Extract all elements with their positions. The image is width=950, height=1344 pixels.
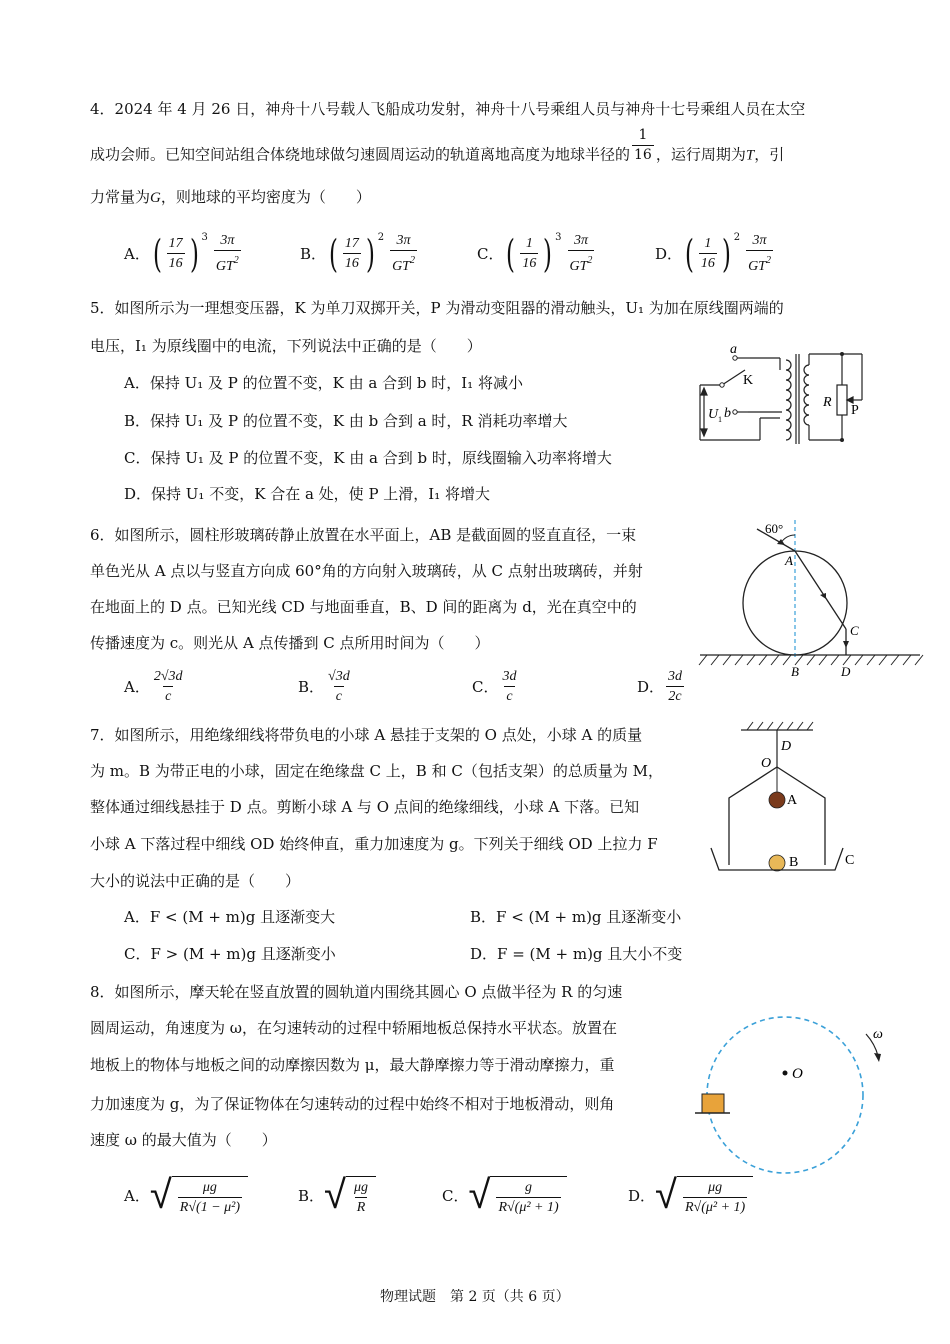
q7-line-2: 为 m。B 为带正电的小球，固定在绝缘盘 C 上，B 和 C（包括支架）的总质量为 M， xyxy=(90,762,663,780)
q5-option-a[interactable]: A．保持 U₁ 及 P 的位置不变，K 由 a 合到 b 时，I₁ 将减小 xyxy=(124,374,523,392)
omega-num: μg xyxy=(353,1180,369,1195)
q4-option-label: B． xyxy=(300,245,327,263)
q8-line-4: 力加速度为 g，为了保证物体在匀速转动的过程中始终不相对于地板滑动，则角 xyxy=(90,1095,615,1113)
left-paren: ( xyxy=(328,231,338,276)
radical xyxy=(324,1172,376,1218)
base-num: 1 xyxy=(525,236,533,251)
radical-sign-icon: √ xyxy=(655,1172,677,1218)
label-D: D xyxy=(781,739,792,754)
q8-line-1: 8．如图所示，摩天轮在竖直放置的圆轨道内围绕其圆心 O 点做半径为 R 的匀速 xyxy=(90,983,623,1001)
q4-option-label: A． xyxy=(124,245,150,263)
density-den-base: GT xyxy=(215,259,234,274)
radical-content xyxy=(172,1176,248,1218)
cabin-block xyxy=(702,1094,724,1113)
q5-option-d[interactable]: D．保持 U₁ 不变，K 合在 a 处，使 P 上滑，I₁ 将增大 xyxy=(124,485,491,503)
q8-line-2: 圆周运动，角速度为 ω，在匀速转动的过程中轿厢地板总保持水平状态。放置在 xyxy=(90,1019,618,1037)
q6-line-3: 在地面上的 D 点。已知光线 CD 与地面垂直，B、D 间的距离为 d，光在真空中的 xyxy=(90,598,637,616)
q4-line-2 xyxy=(90,127,785,164)
density-den xyxy=(568,250,595,275)
q6-line-1: 6．如图所示，圆柱形玻璃砖静止放置在水平面上，AB 是截面圆的竖直直径，一束 xyxy=(90,526,637,544)
q7-option-b[interactable]: B．F < (M + m)g 且逐渐变小 xyxy=(470,908,682,926)
q8-option-label: A． xyxy=(124,1186,150,1205)
radical-sign-icon: √ xyxy=(468,1172,491,1218)
density-fraction xyxy=(568,232,595,275)
radical xyxy=(468,1172,566,1218)
density-num: 3π xyxy=(752,233,767,248)
base-den: 16 xyxy=(167,253,185,272)
radical-content xyxy=(677,1176,753,1218)
page-footer: 物理试题 第 2 页（共 6 页） xyxy=(380,1289,570,1305)
q6-option-label: B． xyxy=(298,678,325,696)
base-den: 16 xyxy=(520,253,538,272)
omega-num: μg xyxy=(708,1180,723,1195)
q4-line-2b: ，运行周期为 xyxy=(655,145,746,164)
density-num: 3π xyxy=(396,233,411,248)
time-den: 2c xyxy=(666,686,683,705)
q4-line-3b: ，则地球的平均密度为（ ） xyxy=(160,188,371,206)
q7-line-3: 整体通过细线悬挂于 D 点。剪断小球 A 与 O 点间的绝缘细线，小球 A 下落。已知 xyxy=(90,798,640,816)
density-fraction xyxy=(390,232,417,275)
exponent: 2 xyxy=(733,232,741,243)
left-paren: ( xyxy=(152,231,162,276)
time-num: 3d xyxy=(502,669,517,684)
q8-line-5: 速度 ω 的最大值为（ ） xyxy=(90,1131,277,1149)
density-den-base: GT xyxy=(392,259,410,274)
orbit-circle xyxy=(707,1017,863,1173)
q4-line-2a: 成功会师。已知空间站组合体绕地球做匀速圆周运动的轨道离地高度为地球半径的 xyxy=(90,145,631,164)
q8-option-a[interactable] xyxy=(124,1172,248,1218)
label-O: O xyxy=(792,1066,803,1082)
left-paren: ( xyxy=(684,231,694,276)
q5-option-c[interactable]: C．保持 U₁ 及 P 的位置不变，K 由 a 合到 b 时，原线圈输入功率将增大 xyxy=(124,449,612,467)
suspended-frame-diagram xyxy=(705,720,865,880)
q6-option-d[interactable] xyxy=(637,668,686,705)
density-fraction xyxy=(214,232,241,275)
radical xyxy=(150,1172,248,1218)
time-num: 3d xyxy=(668,669,683,684)
right-paren: ) xyxy=(543,231,553,276)
q4-line-3a: 力常量为 xyxy=(90,188,151,206)
omega-fraction xyxy=(352,1179,370,1216)
label-A: A xyxy=(787,793,798,808)
base-fraction xyxy=(343,235,361,272)
q4-G: G xyxy=(150,190,161,206)
center-point xyxy=(783,1071,788,1076)
q7-option-c[interactable]: C．F > (M + m)g 且逐渐变小 xyxy=(124,945,336,963)
q5-line-1: 5．如图所示为一理想变压器，K 为单刀双掷开关，P 为滑动变阻器的滑动触头，U₁ 为加在原线圈两端的 xyxy=(90,299,784,317)
density-den xyxy=(390,250,417,275)
q6-option-label: A． xyxy=(124,678,150,696)
label-A: A xyxy=(785,553,793,568)
q6-line-4: 传播速度为 c。则光从 A 点传播到 C 点所用时间为（ ） xyxy=(90,634,490,652)
omega-den: R√(μ² + 1) xyxy=(496,1197,560,1216)
q7-line-4: 小球 A 下落过程中细线 OD 始终伸直，重力加速度为 g。下列关于细线 OD 上拉力 F xyxy=(90,835,658,853)
right-paren: ) xyxy=(189,231,199,276)
base-fraction xyxy=(520,235,538,272)
label-a: a xyxy=(730,342,737,357)
radical-content xyxy=(346,1176,376,1218)
density-den-exp: 2 xyxy=(587,255,593,266)
base-num: 1 xyxy=(704,236,712,251)
time-fraction xyxy=(152,668,185,705)
label-omega: ω xyxy=(873,1027,883,1042)
label-U1-sub: 1 xyxy=(718,415,722,424)
base-fraction xyxy=(167,235,185,272)
q4-option-c[interactable] xyxy=(477,232,596,275)
q6-option-label: D． xyxy=(637,678,665,696)
omega-fraction xyxy=(683,1179,747,1216)
q4-line-3 xyxy=(90,190,371,206)
density-fraction xyxy=(746,232,773,275)
q4-option-d[interactable] xyxy=(655,232,775,275)
density-den-exp: 2 xyxy=(233,255,239,266)
q4-option-b[interactable] xyxy=(300,232,419,275)
omega-fraction xyxy=(178,1179,242,1216)
label-O: O xyxy=(761,756,772,771)
time-den: c xyxy=(504,686,514,705)
q6-option-a[interactable] xyxy=(124,668,187,705)
ferris-wheel-diagram xyxy=(690,1010,890,1180)
density-den-exp: 2 xyxy=(765,255,771,266)
base-fraction xyxy=(699,235,717,272)
base-den: 16 xyxy=(699,253,717,272)
base-den: 16 xyxy=(343,253,361,272)
time-den: c xyxy=(334,686,344,705)
base-num: 17 xyxy=(344,236,359,251)
right-paren: ) xyxy=(365,231,375,276)
q8-option-c[interactable] xyxy=(442,1172,567,1218)
density-den-base: GT xyxy=(748,259,766,274)
exponent: 3 xyxy=(555,232,562,243)
q7-line-5: 大小的说法中正确的是（ ） xyxy=(90,872,301,890)
q5-line-2: 电压，I₁ 为原线圈中的电流，下列说法中正确的是（ ） xyxy=(90,337,482,355)
label-P: P xyxy=(851,403,859,418)
label-D: D xyxy=(841,664,851,679)
time-fraction xyxy=(326,668,352,705)
q7-option-d[interactable]: D．F = (M + m)g 且大小不变 xyxy=(470,945,683,963)
omega-den: R√(1 − μ²) xyxy=(178,1197,242,1216)
label-U1: U xyxy=(708,407,719,422)
density-num: 3π xyxy=(573,233,588,248)
base-num: 17 xyxy=(168,236,183,251)
label-C: C xyxy=(850,623,859,638)
density-den xyxy=(214,250,241,275)
time-num: 2√3d xyxy=(153,669,183,684)
left-paren: ( xyxy=(506,231,516,276)
q4-option-label: D． xyxy=(655,245,683,263)
radical-sign-icon: √ xyxy=(324,1172,346,1218)
q7-option-a[interactable]: A．F < (M + m)g 且逐渐变大 xyxy=(124,908,336,926)
q4-fraction xyxy=(632,127,654,164)
q6-option-b[interactable] xyxy=(298,668,354,705)
q8-option-label: D． xyxy=(628,1186,656,1205)
q6-option-c[interactable] xyxy=(472,668,520,705)
q6-line-2: 单色光从 A 点以与竖直方向成 60°角的方向射入玻璃砖，从 C 点射出玻璃砖，并射 xyxy=(90,562,643,580)
exponent: 3 xyxy=(201,232,208,243)
q5-option-b[interactable]: B．保持 U₁ 及 P 的位置不变，K 由 b 合到 a 时，R 消耗功率增大 xyxy=(124,412,568,430)
omega-num: g xyxy=(525,1180,533,1195)
radical-sign-icon: √ xyxy=(149,1172,172,1218)
omega-fraction xyxy=(496,1179,560,1216)
density-den-exp: 2 xyxy=(409,255,415,266)
label-C: C xyxy=(845,853,855,868)
label-K: K xyxy=(743,373,754,388)
q7-line-1: 7．如图所示，用绝缘细线将带负电的小球 A 悬挂于支架的 O 点处，小球 A 的质量 xyxy=(90,726,643,744)
label-R: R xyxy=(823,395,832,410)
time-fraction xyxy=(500,668,518,705)
q4-option-label: C． xyxy=(477,245,504,263)
time-den: c xyxy=(163,686,173,705)
q4-T: T xyxy=(745,147,755,164)
q8-line-3: 地板上的物体与地板之间的动摩擦因数为 μ，最大静摩擦力等于滑动摩擦力，重 xyxy=(90,1056,615,1074)
q4-line-1: 4．2024 年 4 月 26 日，神舟十八号载人飞船成功发射，神舟十八号乘组人员与神舟十七号乘组人员在太空 xyxy=(90,100,806,118)
radical-content xyxy=(490,1176,566,1218)
q8-option-label: B． xyxy=(298,1186,325,1205)
label-b: b xyxy=(724,406,731,421)
q6-option-label: C． xyxy=(472,678,499,696)
omega-den: R xyxy=(355,1197,368,1216)
q8-option-b[interactable] xyxy=(298,1172,376,1218)
time-fraction xyxy=(666,668,684,705)
right-paren: ) xyxy=(721,231,731,276)
q4-option-a[interactable] xyxy=(124,232,243,275)
q4-frac-den: 16 xyxy=(634,147,652,163)
label-B: B xyxy=(791,664,799,679)
density-den-base: GT xyxy=(569,259,588,274)
omega-num: μg xyxy=(202,1180,217,1195)
q4-frac-num: 1 xyxy=(638,127,648,143)
density-num: 3π xyxy=(220,233,235,248)
label-B: B xyxy=(789,855,799,870)
transformer-circuit-diagram xyxy=(690,340,870,450)
exponent: 2 xyxy=(377,232,385,243)
label-60deg: 60° xyxy=(765,521,784,536)
q8-option-label: C． xyxy=(442,1186,469,1205)
density-den xyxy=(746,250,773,275)
q4-line-2c: ，引 xyxy=(754,145,785,164)
time-num: √3d xyxy=(328,669,350,684)
omega-den: R√(μ² + 1) xyxy=(683,1197,747,1216)
glass-cylinder-diagram xyxy=(695,515,930,685)
